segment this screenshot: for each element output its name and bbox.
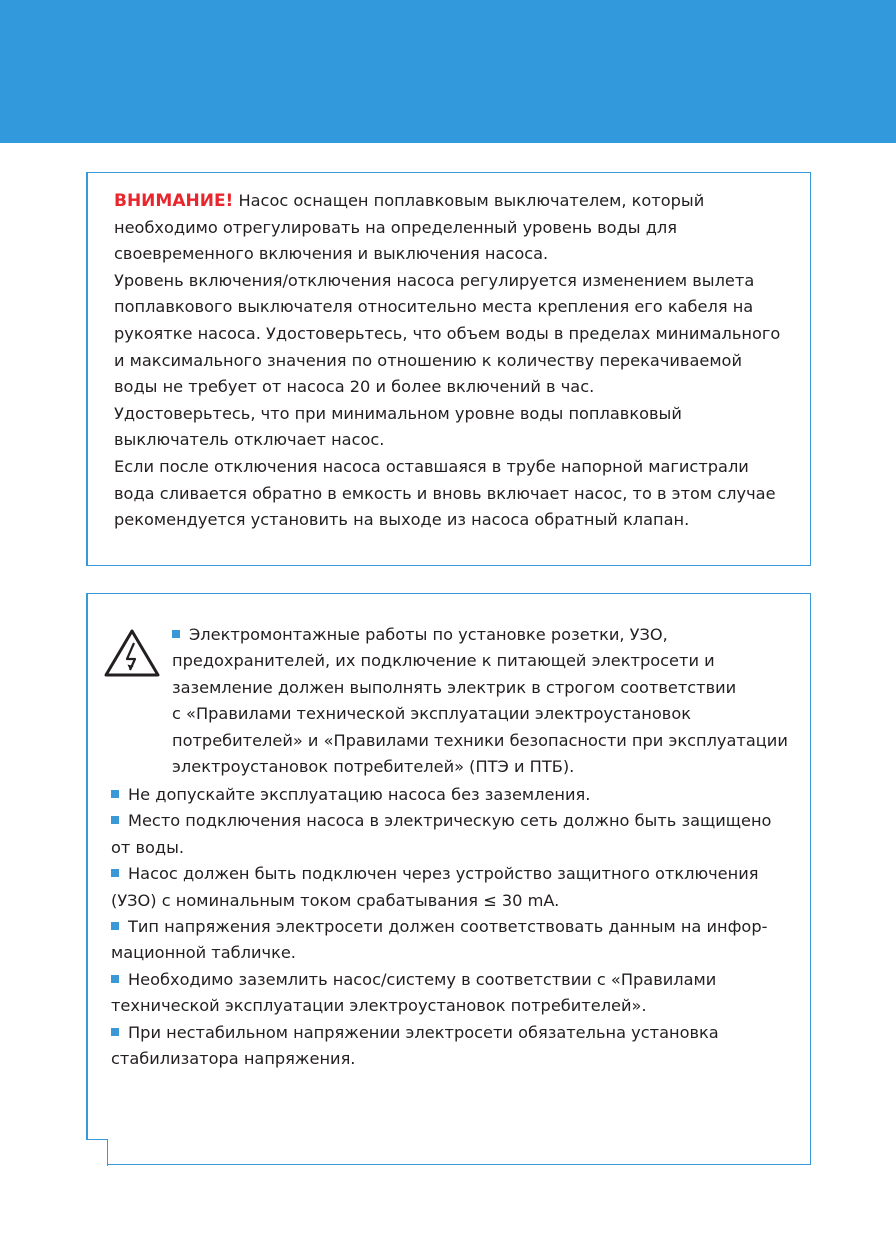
- list-item: При нестабильном напряжении электросети обязательна установка стабилизатора напряжения.: [111, 1022, 719, 1069]
- bullet-square: [111, 922, 119, 930]
- attention-line: необходимо отрегулировать на определенный уровень воды для: [114, 217, 677, 237]
- attention-line: и максимального значения по отношению к количеству перекачиваемой: [114, 350, 742, 370]
- list-item: Насос должен быть подключен через устройство защитного отключения (УЗО) с номинальным током срабатывания ≤ 30 mA.: [111, 864, 759, 910]
- bullet-square: [111, 790, 119, 798]
- attention-line: ВНИМАНИЕ! Насос оснащен поплавковым выключателем, который: [114, 191, 705, 211]
- electrical-first-item: [172, 622, 802, 780]
- high-voltage-warning-icon: [103, 628, 161, 678]
- bullet-square: [111, 869, 119, 877]
- header-band: [0, 0, 896, 143]
- electrical-line: Электромонтажные работы по установке розетки, УЗО,: [172, 622, 802, 648]
- attention-line: Уровень включения/отключения насоса регулируется изменением вылета: [114, 270, 755, 290]
- bullet-square: [111, 975, 119, 983]
- list-item: Тип напряжения электросети должен соответствовать данным на инфор- мационной табличке.: [111, 917, 768, 963]
- electrical-line: предохранителей, их подключение к питающей электросети и: [172, 651, 715, 671]
- electrical-line: потребителей» и «Правилами техники безопасности при эксплуатации: [172, 730, 788, 750]
- attention-line: рукоятке насоса. Удостоверьтесь, что объем воды в пределах минимального: [114, 323, 781, 343]
- electrical-items-list: [111, 782, 801, 1072]
- attention-line: вода сливается обратно в емкость и вновь включает насос, то в этом случае: [114, 483, 776, 503]
- electrical-line: заземление должен выполнять электрик в строгом соответствии: [172, 677, 737, 697]
- list-item: Не допускайте эксплуатацию насоса без заземления.: [111, 782, 801, 808]
- attention-line: поплавкового выключателя относительно места крепления его кабеля на: [114, 297, 754, 317]
- list-item: Место подключения насоса в электрическую сеть должно быть защищено от воды.: [111, 811, 772, 857]
- attention-line: Удостоверьтесь, что при минимальном уровне воды поплавковый: [114, 403, 682, 423]
- bullet-square: [111, 816, 119, 824]
- attention-line: Если после отключения насоса оставшаяся в трубе напорной магистрали: [114, 456, 749, 476]
- attention-line: рекомендуется установить на выходе из насоса обратный клапан.: [114, 510, 690, 530]
- bullet-square: [172, 630, 180, 638]
- list-item: Необходимо заземлить насос/систему в соответствии с «Правилами технической эксплуатации электроустановок потребителей».: [111, 969, 717, 1016]
- electrical-line: электроустановок потребителей» (ПТЭ и ПТБ).: [172, 757, 575, 777]
- frame-corner-notch: [86, 1139, 108, 1166]
- attention-line: воды не требует от насоса 20 и более включений в час.: [114, 377, 595, 397]
- attention-line: своевременного включения и выключения насоса.: [114, 244, 549, 264]
- attention-line: выключатель отключает насос.: [114, 430, 385, 450]
- electrical-line: с «Правилами технической эксплуатации электроустановок: [172, 704, 692, 724]
- attention-section: [114, 188, 794, 534]
- warning-heading: ВНИМАНИЕ!: [114, 191, 234, 211]
- bullet-square: [111, 1028, 119, 1036]
